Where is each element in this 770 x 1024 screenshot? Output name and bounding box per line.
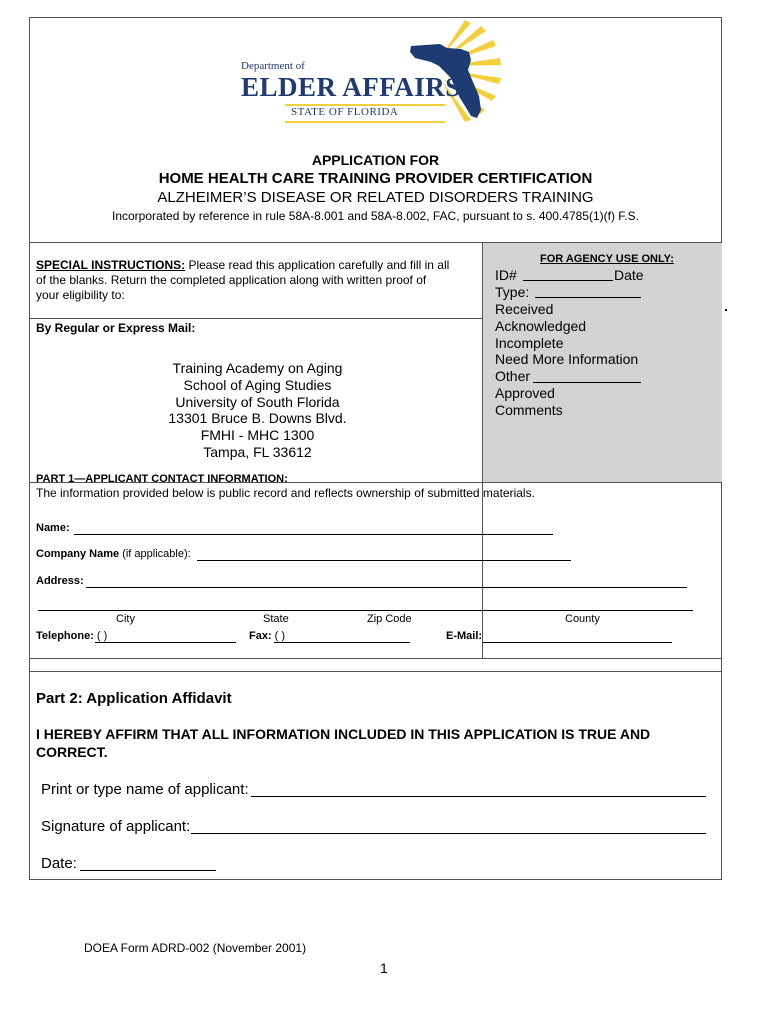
- print-name-label: Print or type name of applicant:: [41, 781, 249, 798]
- agency-other-line: [533, 382, 641, 383]
- divider: [29, 318, 482, 319]
- name-field[interactable]: [74, 534, 553, 535]
- print-name-field[interactable]: [251, 796, 706, 797]
- part1-heading: PART 1—APPLICANT CONTACT INFORMATION:: [36, 473, 288, 485]
- agency-status-item: Comments: [495, 401, 563, 418]
- title-line-1: APPLICATION FOR: [311, 152, 440, 168]
- logo-rule: [285, 121, 445, 123]
- agency-id-line: [523, 280, 613, 281]
- logo-state: STATE OF FLORIDA: [291, 106, 399, 118]
- stray-mark: [725, 309, 727, 311]
- address-line: Tampa, FL 33612: [203, 443, 312, 460]
- agency-date-label: Date: [614, 267, 644, 283]
- agency-other-label: Other: [495, 368, 531, 384]
- telephone-area-code: ( ): [93, 630, 108, 642]
- special-instructions-label: SPECIAL INSTRUCTIONS:: [36, 258, 186, 272]
- mail-heading: By Regular or Express Mail:: [36, 321, 196, 335]
- address-line: 13301 Bruce B. Downs Blvd.: [168, 410, 347, 427]
- address-line: Training Academy on Aging: [172, 360, 343, 376]
- agency-status-item: Need More Information: [495, 351, 639, 368]
- address-line: University of South Florida: [175, 393, 340, 410]
- mailing-address: [130, 360, 385, 461]
- agency-type-line: [535, 297, 641, 298]
- agency-status-item: Acknowledged: [495, 317, 587, 334]
- agency-status-list: [495, 301, 638, 368]
- address-line: School of Aging Studies: [183, 376, 332, 393]
- part2-heading: Part 2: Application Affidavit: [36, 690, 232, 707]
- logo-title: ELDER AFFAIRS: [241, 72, 461, 102]
- fax-label-text: Fax:: [249, 630, 272, 642]
- date-label: Date:: [41, 855, 77, 872]
- agency-id-label: ID#: [495, 267, 517, 283]
- agency-status-item: Approved: [495, 385, 555, 401]
- divider: [29, 671, 722, 672]
- divider: [29, 658, 722, 659]
- fax-field[interactable]: [274, 642, 410, 643]
- divider: [29, 242, 722, 243]
- county-caption: County: [565, 613, 600, 625]
- elder-affairs-logo: [235, 18, 517, 130]
- telephone-label-text: Telephone:: [36, 630, 94, 642]
- address-label: Address:: [36, 575, 84, 587]
- address-field[interactable]: [86, 587, 687, 588]
- divider: [482, 242, 483, 482]
- part1-note: The information provided below is public record and reflects ownership of submitted materials.: [36, 486, 535, 500]
- zip-caption: Zip Code: [367, 613, 412, 625]
- fax-area-code: ( ): [271, 630, 286, 642]
- state-caption: State: [263, 613, 289, 625]
- signature-field[interactable]: [191, 833, 706, 834]
- address-line: FMHI - MHC 1300: [200, 427, 315, 444]
- title-line-2: HOME HEALTH CARE TRAINING PROVIDER CERTIFICATION: [158, 170, 593, 187]
- agency-status-list-2: [495, 385, 563, 419]
- company-field[interactable]: [197, 560, 571, 561]
- title-line-3: ALZHEIMER’S DISEASE OR RELATED DISORDERS TRAINING: [157, 189, 594, 206]
- name-label: Name:: [36, 522, 70, 534]
- affirmation-text: I HEREBY AFFIRM THAT ALL INFORMATION INCLUDED IN THIS APPLICATION IS TRUE AND CORRECT.: [36, 726, 651, 760]
- special-instructions-text: your eligibility to:: [36, 288, 125, 302]
- email-label: E-Mail:: [446, 630, 483, 642]
- title-line-4: Incorporated by reference in rule 58A-8.001 and 58A-8.002, FAC, pursuant to s. 400.4785(1)(f) F.S.: [112, 209, 639, 223]
- address-line-2-field[interactable]: [38, 610, 693, 611]
- special-instructions: [36, 258, 481, 272]
- signature-label: Signature of applicant:: [41, 818, 191, 835]
- telephone-label: [36, 630, 107, 642]
- fax-label: [249, 630, 285, 642]
- city-caption: City: [116, 613, 135, 625]
- special-instructions-text: Please read this application carefully and fill in all: [185, 258, 450, 272]
- agency-status-item: Incomplete: [495, 334, 564, 351]
- company-label-text: Company Name: [36, 548, 120, 560]
- special-instructions-text: of the blanks. Return the completed application along with written proof of: [36, 273, 427, 287]
- form-identifier: DOEA Form ADRD-002 (November 2001): [84, 941, 307, 955]
- date-field[interactable]: [80, 870, 216, 871]
- logo-department-of: Department of: [241, 60, 305, 72]
- company-label: [36, 548, 191, 560]
- email-field[interactable]: [483, 642, 672, 643]
- telephone-field[interactable]: [95, 642, 236, 643]
- agency-type-label: Type:: [495, 284, 530, 300]
- divider: [482, 482, 483, 658]
- agency-heading: FOR AGENCY USE ONLY:: [540, 253, 674, 265]
- company-hint: (if applicable):: [119, 548, 191, 560]
- page-number: 1: [380, 960, 388, 976]
- agency-status-item: Received: [495, 301, 554, 317]
